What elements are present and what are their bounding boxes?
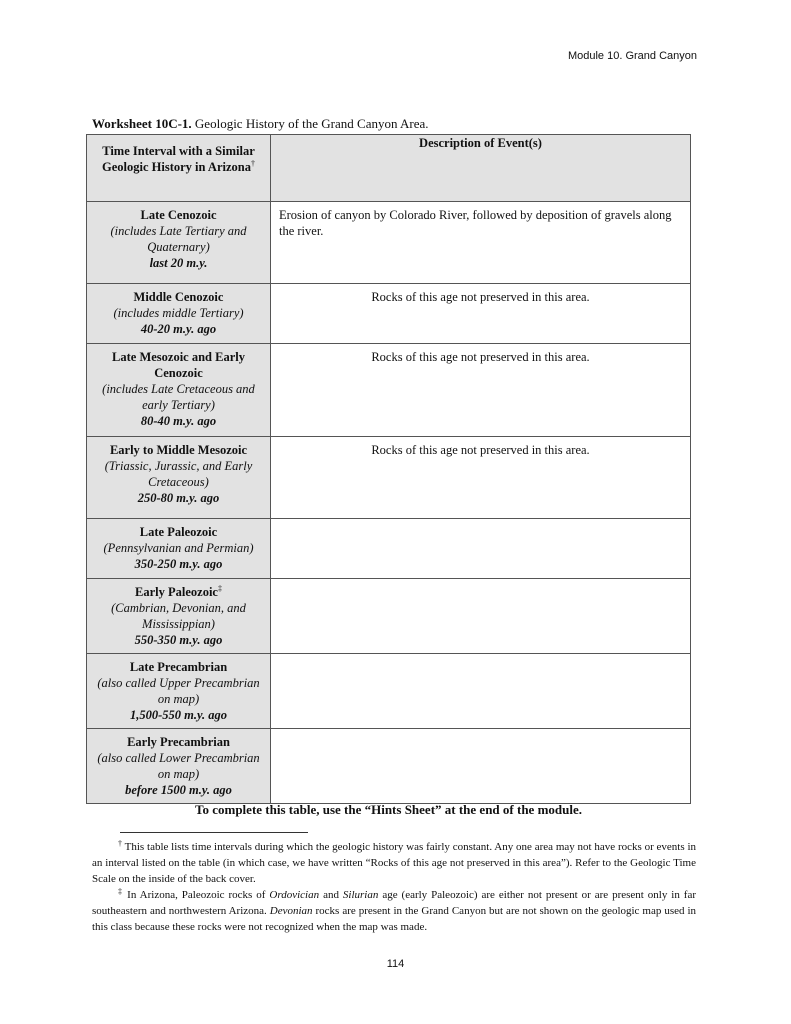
table-row: [87, 202, 691, 284]
time-interval-cell: [87, 519, 271, 579]
page-number: 114: [386, 958, 405, 970]
footnote-double-dagger: ‡ In Arizona, Paleozoic rocks of Ordovician and Silurian age (early Paleozoic) are either not present or are present only in far southeastern and northwestern Arizona. Devonian rocks are present in the Grand Canyon but are not shown on the geologic map used in this class because these rocks were not recognized when the map was made.: [92, 887, 697, 933]
table-row: [87, 519, 691, 579]
geologic-history-table: [86, 134, 691, 804]
interval-note: (Pennsylvanian and Permian): [103, 541, 254, 555]
interval-age: last 20 m.y.: [149, 256, 208, 270]
table-row: [87, 437, 691, 519]
interval-name: Early Paleozoic‡: [135, 584, 222, 599]
worksheet-label: Worksheet 10C-1.: [92, 116, 192, 131]
time-interval-cell: [87, 729, 271, 804]
interval-name: Early Precambrian: [127, 735, 230, 749]
interval-note: (includes Late Tertiary and Quaternary): [110, 224, 247, 254]
dagger-mark: †: [250, 159, 255, 168]
double-dagger-mark: ‡: [217, 584, 222, 593]
header-time-interval: Time Interval with a Similar Geologic History in Arizona†: [87, 135, 271, 202]
interval-note: (includes middle Tertiary): [113, 306, 244, 320]
description-cell: [271, 519, 691, 579]
interval-note: (also called Upper Precambrian on map): [97, 676, 260, 706]
header-description: Description of Event(s): [271, 135, 691, 202]
interval-name: Early to Middle Mesozoic: [109, 443, 248, 457]
description-cell: Rocks of this age not preserved in this area.: [271, 284, 691, 344]
table-row: [87, 579, 691, 654]
time-interval-cell: [87, 654, 271, 729]
description-cell: Rocks of this age not preserved in this area.: [271, 437, 691, 519]
interval-age: before 1500 m.y. ago: [125, 783, 232, 797]
interval-age: 80-40 m.y. ago: [140, 414, 217, 428]
interval-note: (Cambrian, Devonian, and Mississippian): [111, 601, 246, 631]
time-interval-cell: [87, 202, 271, 284]
interval-age: 250-80 m.y. ago: [137, 491, 220, 505]
interval-age: 40-20 m.y. ago: [140, 322, 217, 336]
description-cell: [271, 579, 691, 654]
interval-name: Late Mesozoic and Early Cenozoic: [112, 350, 245, 380]
footnote-divider: [120, 832, 308, 833]
time-interval-cell: [87, 284, 271, 344]
interval-note: (Triassic, Jurassic, and Early Cretaceous): [104, 459, 253, 489]
running-header: Module 10. Grand Canyon: [567, 50, 697, 62]
table-row: [87, 284, 691, 344]
table-completion-note: To complete this table, use the “Hints Sheet” at the end of the module.: [195, 802, 582, 817]
interval-name: Middle Cenozoic: [133, 290, 224, 304]
interval-age: 350-250 m.y. ago: [134, 557, 223, 571]
interval-age: 1,500-550 m.y. ago: [129, 708, 228, 722]
footnotes: [92, 839, 696, 935]
interval-name: Late Precambrian: [129, 660, 228, 674]
worksheet-title: Geologic History of the Grand Canyon Area.: [194, 116, 429, 131]
table-row: [87, 729, 691, 804]
interval-name: Late Cenozoic: [140, 208, 217, 222]
description-cell: [271, 654, 691, 729]
interval-note: (also called Lower Precambrian on map): [97, 751, 260, 781]
interval-note: (includes Late Cretaceous and early Tertiary): [102, 382, 255, 412]
interval-age: 550-350 m.y. ago: [134, 633, 223, 647]
description-cell: Rocks of this age not preserved in this area.: [271, 344, 691, 437]
footnote-dagger: † This table lists time intervals during which the geologic history was fairly constant. Any one area may not have rocks or events in an interval listed on the table (in which case, we have written “Rocks of this age not preserved in this area”). Refer to the Geologic Time Scale on the inside of the back cover.: [92, 839, 696, 885]
table-row: [87, 344, 691, 437]
worksheet-caption: [92, 116, 429, 132]
time-interval-cell: [87, 344, 271, 437]
description-cell: Erosion of canyon by Colorado River, followed by deposition of gravels along the river.: [271, 202, 691, 284]
time-interval-cell: [87, 437, 271, 519]
time-interval-cell: [87, 579, 271, 654]
description-cell: [271, 729, 691, 804]
interval-name: Late Paleozoic: [139, 525, 218, 539]
table-row: [87, 654, 691, 729]
